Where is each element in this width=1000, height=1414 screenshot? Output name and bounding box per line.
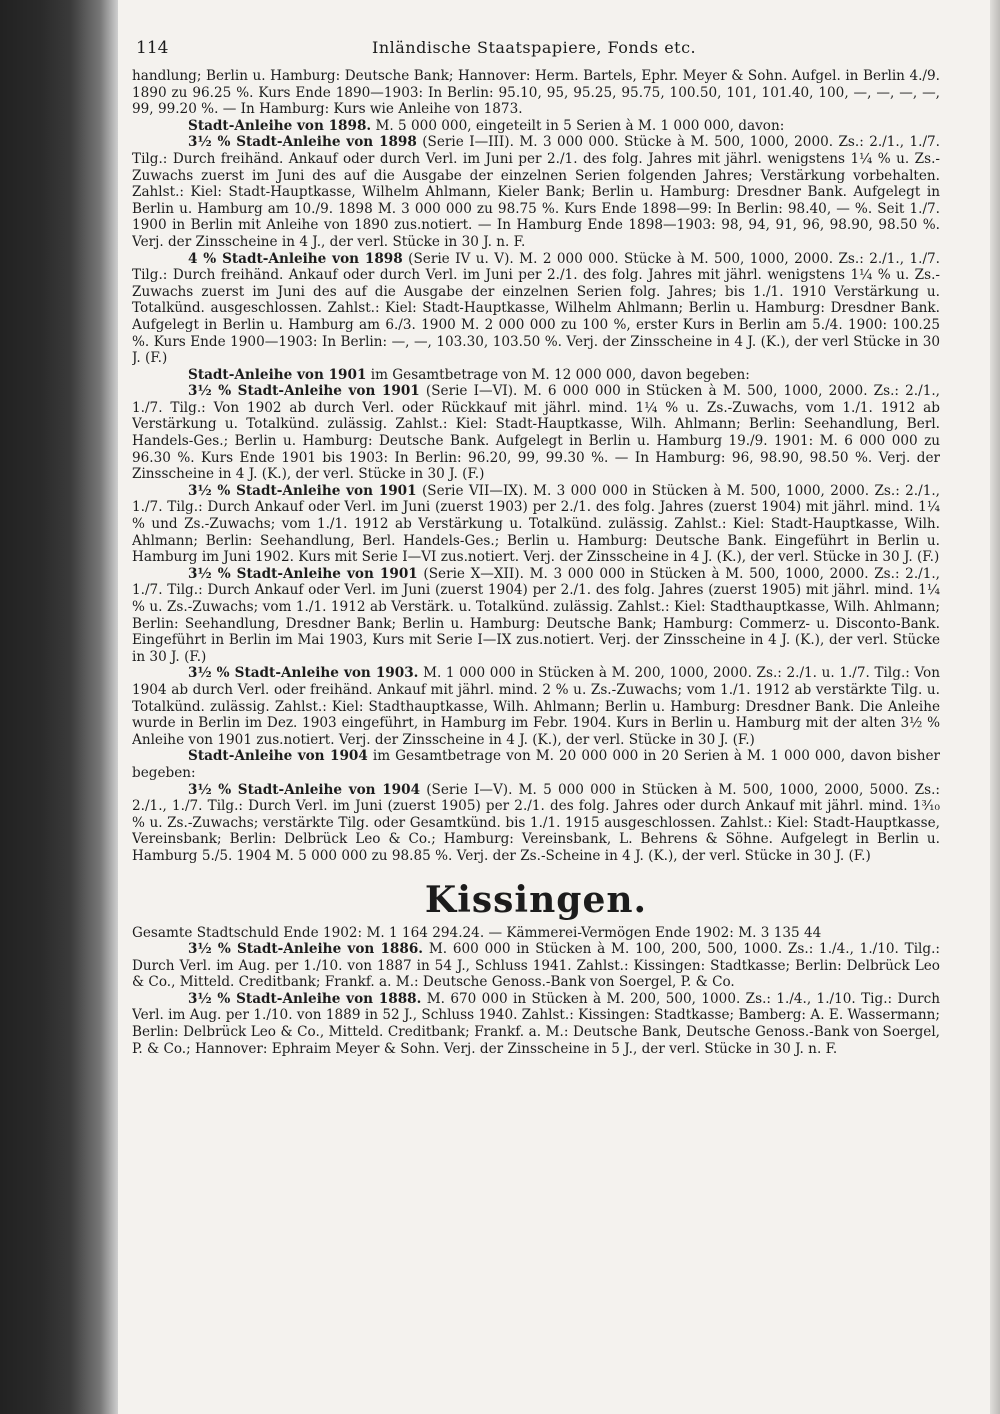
- scan-right-edge: [990, 0, 1000, 1414]
- paragraph-heading: 3½ % Stadt-Anleihe von 1904: [188, 781, 421, 798]
- paragraph-text: M. 1 000 000 in Stücken à M. 200, 1000, 2000. Zs.: 2./1. u. 1./7. Tilg.: Von 1904 ab durch Verl. oder freihänd. Ankauf mit jährl. mind. 2 % u. Zs.-Zuwachs; vom 1./1. 1912 ab verstärkte Tilg. u. Totalkünd. zulässig. Zahlst.: Kiel: Stadthauptkasse, Wilh. Ahlmann; Berlin u. Hamburg: Dresdner Bank. Die Anleihe wurde in Berlin im Dez. 1903 eingeführt, in Hamburg im Febr. 1904. Kurs in Berlin u. Hamburg mit der alten 3½ % Anleihe von 1901 zus.notiert. Verj. der Zinsscheine in 4 J. (K.), der verl. Stücke in 30 J. (F.): [132, 665, 940, 748]
- page-header: [132, 38, 940, 68]
- paragraph-text: (Serie I—VI). M. 6 000 000 in Stücken à M. 500, 1000, 2000. Zs.: 2./1., 1./7. Tilg.: Von 1902 ab durch Verl. oder Rückkauf mit jährl. mind. 1¼ % u. Zs.-Zuwachs, vom 1./1. 1912 ab Verstärkung u. Totalkünd. zulässig. Zahlst.: Kiel: Stadt-Hauptkasse, Wilh. Ahlmann; Berlin: Seehandlung, Berl. Handels-Ges.; Berlin u. Hamburg: Deutsche Bank. Aufgelegt in Berlin u. Hamburg 19./9. 1901: M. 6 000 000 zu 96.30 %. Kurs Ende 1901 bis 1903: In Berlin: 96.20, 99, 99.30 %. — In Hamburg: 96, 98.90, 98.50 %. Verj. der Zinsscheine in 4 J. (K.), der verl. Stücke in 30 J. (F.): [132, 383, 940, 483]
- paragraph: [132, 665, 940, 748]
- document-body: [132, 68, 940, 1057]
- paragraph: [132, 367, 940, 384]
- paragraph-text: handlung; Berlin u. Hamburg: Deutsche Bank; Hannover: Herm. Bartels, Ephr. Meyer & Sohn. Aufgel. in Berlin 4./9. 1890 zu 96.25 %. Kurs Ende 1890—1903: In Berlin: 95.10, 95, 95.25, 95.75, 100.50, 101, 101.40, 100, —, —, —, —, 99, 99.20 %. — In Hamburg: Kurs wie Anleihe von 1873.: [132, 68, 940, 118]
- paragraph-text: (Serie IV u. V). M. 2 000 000. Stücke à M. 500, 1000, 2000. Zs.: 2./1., 1./7. Tilg.: Durch freihänd. Ankauf oder durch Verl. im Juni per 2./1. des folg. Jahres mit jährl. wenigstens 1¼ % u. Zs.-Zuwachs zuerst im Juni des auf die Ausgabe der einzelnen Serien folg. Jahres; bis 1./1. 1910 Verstärkung u. Totalkünd. ausgeschlossen. Zahlst.: Kiel: Stadt-Hauptkasse, Wilhelm Ahlmann; Berlin u. Hamburg: Dresdner Bank. Aufgelegt in Berlin u. Hamburg am 6./3. 1900 M. 2 000 000 zu 100 %, erster Kurs in Berlin am 5./4. 1900: 100.25 %. Kurs Ende 1900—1903: In Berlin: —, —, 103.30, 103.50 %. Verj. der Zinsscheine in 4 J. (K.), der verl Stücke in 30 J. (F.): [132, 250, 940, 367]
- paragraph-text: im Gesamtbetrage von M. 20 000 000 in 20 Serien à M. 1 000 000, davon bisher begeben:: [132, 748, 940, 781]
- running-title: Inländische Staatspapiere, Fonds etc.: [372, 38, 697, 57]
- paragraph: [132, 566, 940, 666]
- paragraph-heading: 3½ % Stadt-Anleihe von 1903.: [188, 665, 419, 682]
- paragraph: [132, 748, 940, 781]
- paragraph-text: M. 670 000 in Stücken à M. 200, 500, 1000. Zs.: 1./4., 1./10. Tig.: Durch Verl. im Aug. per 1./10. von 1889 in 52 J., Schluss 1940. Zahlst.: Kissingen: Stadtkasse; Bamberg: A. E. Wassermann; Berlin: Delbrück Leo & Co., Mitteld. Creditbank; Frankf. a. M.: Deutsche Bank, Deutsche Genoss.-Bank von Soergel, P. & Co.; Hannover: Ephraim Meyer & Sohn. Verj. der Zinsscheine in 5 J., der verl. Stücke in 30 J. n. F.: [132, 990, 940, 1057]
- section-title: Kissingen.: [424, 878, 648, 921]
- paragraph: [132, 383, 940, 483]
- paragraph: [132, 991, 940, 1057]
- paragraph-heading: Stadt-Anleihe von 1898.: [188, 117, 372, 134]
- paragraph-heading: 3½ % Stadt-Anleihe von 1886.: [188, 941, 424, 958]
- paragraph-heading: 3½ % Stadt-Anleihe von 1901: [188, 482, 417, 499]
- paragraph: [132, 925, 940, 942]
- paragraph: [132, 483, 940, 566]
- paragraph: [132, 134, 940, 250]
- paragraph-heading: 3½ % Stadt-Anleihe von 1901: [188, 565, 418, 582]
- paragraph-text: (Serie I—III). M. 3 000 000. Stücke à M. 500, 1000, 2000. Zs.: 2./1., 1./7. Tilg.: Durch freihänd. Ankauf oder durch Verl. im Juni per 2./1. des folg. Jahres mit jährl. wenigstens 1¼ % u. Zs.-Zuwachs zuerst im Juni des auf die Ausgabe der einzelnen Serien folgenden Jahres; Verstärkung vorbehalten. Zahlst.: Kiel: Stadt-Hauptkasse, Wilhelm Ahlmann, Kieler Bank; Berlin u. Hamburg: Dresdner Bank. Aufgelegt in Berlin u. Hamburg am 10./9. 1898 M. 3 000 000 zu 98.75 %. Kurs Ende 1898—99: In Berlin: 98.40, — %. Seit 1./7. 1900 in Berlin mit Anleihe von 1890 zus.notiert. — In Hamburg Ende 1898—1903: 98, 94, 91, 96, 98.90, 98.50 %. Verj. der Zinsscheine in 4 J., der verl. Stücke in 30 J. n. F.: [132, 134, 940, 250]
- paragraph-text: (Serie X—XII). M. 3 000 000 in Stücken à M. 500, 1000, 2000. Zs.: 2./1., 1./7. Tilg.: Durch Ankauf oder Verl. im Juni (zuerst 1904) per 2./1. des folg. Jahres (zuerst 1905) mit jährl. mind. 1¼ % u. Zs.-Zuwachs; vom 1./1. 1912 ab Verstärk. u. Totalkünd. zulässig. Zahlst.: Kiel: Stadthauptkasse, Wilh. Ahlmann; Berlin: Seehandlung, Dresdner Bank; Berlin u. Hamburg: Deutsche Bank; Hamburg: Commerz- u. Disconto-Bank. Eingeführt in Berlin im Mai 1903, Kurs mit Serie I—IX zus.notiert. Verj. der Zinsscheine in 4 J. (K.), der verl. Stücke in 30 J. (F.): [132, 565, 940, 665]
- paragraph-text: im Gesamtbetrage von M. 12 000 000, davon begeben:: [370, 366, 750, 383]
- paragraph-heading: 3½ % Stadt-Anleihe von 1901: [188, 383, 420, 400]
- scan-binding-edge: [0, 0, 118, 1414]
- paragraph-text: M. 5 000 000, eingeteilt in 5 Serien à M. 1 000 000, davon:: [375, 117, 785, 134]
- paragraph: [132, 941, 940, 991]
- page-number: 114: [136, 38, 169, 58]
- paragraph-heading: 4 % Stadt-Anleihe von 1898: [188, 250, 403, 267]
- paragraph-text: (Serie I—V). M. 5 000 000 in Stücken à M. 500, 1000, 2000, 5000. Zs.: 2./1., 1./7. Tilg.: Durch Verl. im Juni (zuerst 1905) per 2./1. des folg. Jahres oder durch Ankauf mit jährl. mind. 1³⁄₁₀ % u. Zs.-Zuwachs; verstärkte Tilg. oder Gesamtkünd. bis 1./1. 1915 ausgeschlossen. Zahlst.: Kiel: Stadt-Hauptkasse, Vereinsbank; Berlin: Delbrück Leo & Co.; Hamburg: Vereinsbank, L. Behrens & Söhne. Aufgelegt in Berlin u. Hamburg 5./5. 1904 M. 5 000 000 zu 98.85 %. Verj. der Zs.-Scheine in 4 J. (K.), der verl. Stücke in 30 J. (F.): [132, 781, 940, 864]
- paragraph: [132, 118, 940, 135]
- paragraph-text: Gesamte Stadtschuld Ende 1902: M. 1 164 294.24. — Kämmerei-Vermögen Ende 1902: M. 3 135 44: [132, 924, 822, 941]
- paragraph-heading: 3½ % Stadt-Anleihe von 1888.: [188, 990, 422, 1007]
- paragraph-text: M. 600 000 in Stücken à M. 100, 200, 500, 1000. Zs.: 1./4., 1./10. Tilg.: Durch Verl. im Aug. per 1./10. von 1887 in 54 J., Schluss 1941. Zahlst.: Kissingen: Stadtkasse; Berlin: Delbrück Leo & Co., Mitteld. Creditbank; Frankf. a. M.: Deutsche Genoss.-Bank von Soergel, P. & Co.: [132, 941, 940, 991]
- paragraph-heading: 3½ % Stadt-Anleihe von 1898: [188, 134, 417, 151]
- paragraph-heading: Stadt-Anleihe von 1901: [188, 366, 367, 383]
- paragraph: [132, 782, 940, 865]
- paragraph-text: (Serie VII—IX). M. 3 000 000 in Stücken à M. 500, 1000, 2000. Zs.: 2./1., 1./7. Tilg.: Durch Ankauf oder Verl. im Juni (zuerst 1903) per 2./1. des folg. Jahres (zuerst 1904) mit jährl. mind. 1¼ % und Zs.-Zuwachs; vom 1./1. 1912 ab Verstärkung u. Totalkünd. zulässig. Zahlst.: Kiel: Stadt-Hauptkasse, Wilh. Ahlmann; Berlin: Seehandlung, Berl. Handels-Ges.; Berlin u. Hamburg: Deutsche Bank. Eingeführt in Berlin u. Hamburg im Juni 1902. Kurs mit Serie I—VI zus.notiert. Verj. der Zinsscheine in 4 J. (K.), der verl. Stücke in 30 J. (F.): [132, 482, 940, 566]
- paragraph: [132, 68, 940, 118]
- document-page: [132, 38, 940, 1398]
- paragraph-heading: Stadt-Anleihe von 1904: [188, 748, 368, 765]
- paragraph: [132, 251, 940, 367]
